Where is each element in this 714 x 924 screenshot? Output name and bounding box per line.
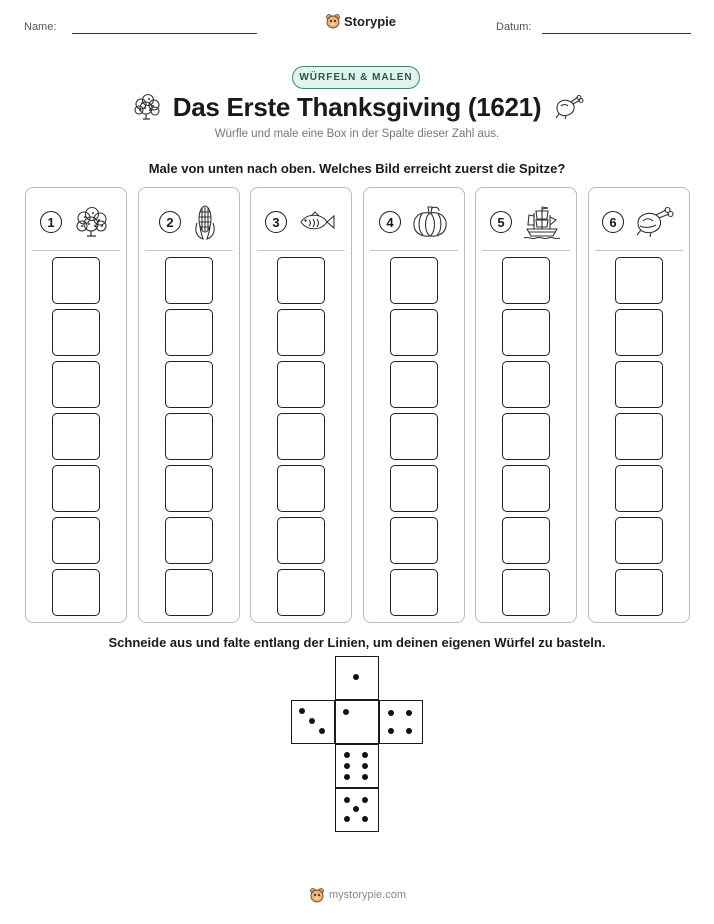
color-box[interactable] bbox=[52, 257, 100, 304]
die-face-4 bbox=[379, 700, 423, 744]
pip bbox=[362, 816, 368, 822]
pip bbox=[319, 728, 325, 734]
color-box[interactable] bbox=[52, 361, 100, 408]
die-face-1-center bbox=[335, 700, 379, 744]
color-box[interactable] bbox=[502, 361, 550, 408]
column-header bbox=[26, 202, 126, 242]
color-box[interactable] bbox=[615, 465, 663, 512]
color-box[interactable] bbox=[277, 361, 325, 408]
pip bbox=[299, 708, 305, 714]
pip bbox=[344, 752, 350, 758]
die-face-3 bbox=[291, 700, 335, 744]
pip bbox=[388, 728, 394, 734]
mascot-icon bbox=[309, 887, 325, 903]
color-box[interactable] bbox=[52, 517, 100, 564]
color-box[interactable] bbox=[390, 517, 438, 564]
pip bbox=[362, 763, 368, 769]
die-face-5 bbox=[335, 788, 379, 832]
turkey-icon bbox=[634, 206, 676, 238]
column-header bbox=[364, 202, 464, 242]
brand-logo bbox=[325, 13, 396, 29]
color-box[interactable] bbox=[277, 413, 325, 460]
pip bbox=[344, 816, 350, 822]
pip bbox=[362, 797, 368, 803]
color-box[interactable] bbox=[277, 569, 325, 616]
corn-icon bbox=[191, 203, 219, 241]
color-box[interactable] bbox=[390, 413, 438, 460]
pip bbox=[353, 674, 359, 680]
color-box[interactable] bbox=[502, 569, 550, 616]
activity-badge: WÜRFELN & MALEN bbox=[292, 66, 420, 89]
color-box[interactable] bbox=[502, 465, 550, 512]
column-2 bbox=[138, 187, 240, 623]
color-box[interactable] bbox=[615, 517, 663, 564]
pip bbox=[406, 710, 412, 716]
footer bbox=[309, 887, 406, 903]
column-divider bbox=[482, 250, 570, 251]
column-divider bbox=[370, 250, 458, 251]
pip bbox=[362, 752, 368, 758]
dice-instruction: Schneide aus und falte entlang der Linien, um deinen eigenen Würfel zu basteln. bbox=[108, 635, 606, 650]
color-box[interactable] bbox=[277, 517, 325, 564]
color-box[interactable] bbox=[52, 309, 100, 356]
ship-icon bbox=[522, 203, 562, 241]
fish-icon bbox=[297, 208, 337, 236]
name-line[interactable] bbox=[72, 33, 257, 34]
column-number: 3 bbox=[265, 211, 287, 233]
date-line[interactable] bbox=[542, 33, 691, 34]
color-box[interactable] bbox=[615, 361, 663, 408]
brand-name: Storypie bbox=[344, 13, 397, 29]
color-box[interactable] bbox=[502, 413, 550, 460]
pip bbox=[353, 806, 359, 812]
color-box[interactable] bbox=[52, 413, 100, 460]
turkey-icon bbox=[552, 94, 584, 120]
column-number: 6 bbox=[602, 211, 624, 233]
color-box[interactable] bbox=[165, 413, 213, 460]
mascot-icon bbox=[325, 13, 341, 29]
column-header bbox=[589, 202, 689, 242]
color-box[interactable] bbox=[615, 309, 663, 356]
color-box[interactable] bbox=[390, 361, 438, 408]
column-number: 1 bbox=[40, 211, 62, 233]
column-header bbox=[476, 202, 576, 242]
color-box[interactable] bbox=[277, 257, 325, 304]
page-title: Das Erste Thanksgiving (1621) bbox=[172, 92, 542, 122]
pip bbox=[344, 763, 350, 769]
column-3 bbox=[250, 187, 352, 623]
color-box[interactable] bbox=[390, 465, 438, 512]
column-number: 2 bbox=[159, 211, 181, 233]
pip bbox=[309, 718, 315, 724]
color-box[interactable] bbox=[390, 257, 438, 304]
column-4 bbox=[363, 187, 465, 623]
pip bbox=[344, 797, 350, 803]
pumpkin-icon bbox=[411, 204, 449, 240]
name-label: Name: bbox=[24, 21, 57, 33]
column-number: 5 bbox=[490, 211, 512, 233]
color-box[interactable] bbox=[390, 569, 438, 616]
color-box[interactable] bbox=[165, 517, 213, 564]
color-box[interactable] bbox=[615, 413, 663, 460]
color-box[interactable] bbox=[502, 257, 550, 304]
color-box[interactable] bbox=[165, 309, 213, 356]
color-box[interactable] bbox=[52, 569, 100, 616]
column-header bbox=[251, 202, 351, 242]
color-box[interactable] bbox=[502, 309, 550, 356]
color-box[interactable] bbox=[165, 569, 213, 616]
color-box[interactable] bbox=[615, 257, 663, 304]
pip bbox=[362, 774, 368, 780]
column-5 bbox=[475, 187, 577, 623]
footer-url[interactable]: mystorypie.com bbox=[329, 889, 407, 901]
color-box[interactable] bbox=[615, 569, 663, 616]
pip bbox=[343, 709, 349, 715]
bush-icon bbox=[72, 205, 112, 239]
column-1 bbox=[25, 187, 127, 623]
color-box[interactable] bbox=[165, 361, 213, 408]
color-box[interactable] bbox=[165, 465, 213, 512]
column-divider bbox=[595, 250, 683, 251]
color-box[interactable] bbox=[390, 309, 438, 356]
column-divider bbox=[257, 250, 345, 251]
die-face-6 bbox=[335, 744, 379, 788]
color-box[interactable] bbox=[52, 465, 100, 512]
column-6 bbox=[588, 187, 690, 623]
color-box[interactable] bbox=[277, 309, 325, 356]
coloring-instruction: Male von unten nach oben. Welches Bild erreicht zuerst die Spitze? bbox=[148, 161, 566, 176]
pip bbox=[388, 710, 394, 716]
color-box[interactable] bbox=[277, 465, 325, 512]
date-label: Datum: bbox=[496, 21, 532, 33]
column-divider bbox=[145, 250, 233, 251]
column-header bbox=[139, 202, 239, 242]
pip bbox=[406, 728, 412, 734]
color-box[interactable] bbox=[165, 257, 213, 304]
pip bbox=[344, 774, 350, 780]
column-number: 4 bbox=[379, 211, 401, 233]
column-divider bbox=[32, 250, 120, 251]
color-box[interactable] bbox=[502, 517, 550, 564]
die-face-1 bbox=[335, 656, 379, 700]
page-subtitle: Würfle und male eine Box in der Spalte dieser Zahl aus. bbox=[214, 128, 500, 140]
